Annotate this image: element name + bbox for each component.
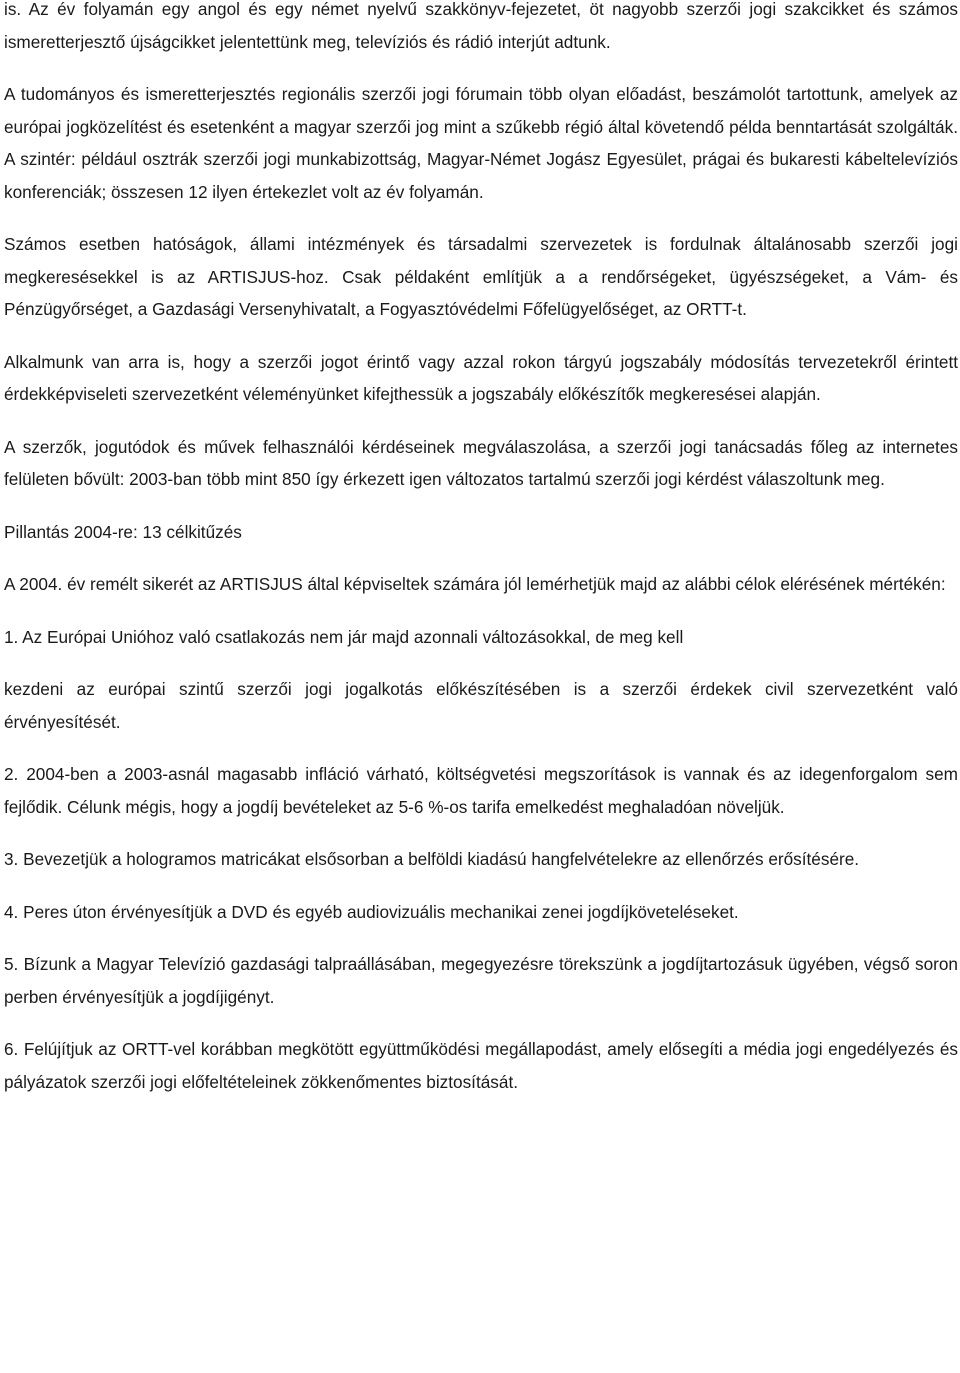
paragraph-legislation: Alkalmunk van arra is, hogy a szerzői jogot érintő vagy azzal rokon tárgyú jogszabály módosítás tervezetekről érintett érdekképviseleti szervezetként véleményünket kifejthessük a jogszabály előkészítők megkeresései alapján. [4, 351, 958, 404]
paragraph-authorities: Számos esetben hatóságok, állami intézmények és társadalmi szervezetek is fordulnak általánosabb szerzői jogi megkeresésekkel is az ARTISJUS-hoz. Csak példaként említjük a a rendőrségeket, ügyészségeket, a Vám- és Pénzügyőrséget, a Gazdasági Versenyhivatalt, a Fogyasztóvédelmi Főfelügyelőséget, az ORTT-t. [4, 234, 958, 319]
goal-3: 3. Bevezetjük a hologramos matricákat elsősorban a belföldi kiadású hangfelvételekre az ellenőrzés erősítésére. [4, 849, 860, 869]
goal-1-continuation: kezdeni az európai szintű szerzői jogi jogalkotás előkészítésében is a szerzői érdekek civil szervezetként való érvényesítését. [4, 679, 958, 732]
paragraph-goals-intro: A 2004. év remélt sikerét az ARTISJUS által képviseltek számára jól lemérhetjük majd az alábbi célok elérésének mértékén: [4, 574, 946, 594]
goal-5: 5. Bízunk a Magyar Televízió gazdasági talpraállásában, megegyezésre törekszünk a jogdíjtartozásuk ügyében, végső soron perben érvényesítjük a jogdíjigényt. [4, 954, 958, 1007]
document-page [4, 0, 958, 1118]
paragraph-publications: is. Az év folyamán egy angol és egy német nyelvű szakkönyv-fejezetet, öt nagyobb szerzői jogi szakcikket és számos ismeretterjesztő újságcikket jelentettünk meg, televíziós és rádió interjút adtunk. [4, 0, 958, 52]
goal-4: 4. Peres úton érvényesítjük a DVD és egyéb audiovizuális mechanikai zenei jogdíjköveteléseket. [4, 901, 739, 922]
paragraph-advisory: A szerzők, jogutódok és művek felhasználói kérdéseinek megválaszolása, a szerzői jogi tanácsadás főleg az internetes felületen bővült: 2003-ban több mint 850 így érkezett igen változatos tartalmú szerzői jogi kérdést válaszoltunk meg. [4, 436, 958, 489]
section-heading-2004: Pillantás 2004-re: 13 célkitűzés [4, 521, 242, 542]
paragraph-regional-forums: A tudományos és ismeretterjesztés regionális szerzői jogi fórumain több olyan előadást, beszámolót tartottunk, amelyek az európai jogközelítést és esetenként a magyar szerzői jog mint a szűkebb régió által követendő példa benntartását szolgálták. A szintér: például osztrák szerzői jogi munkabizottság, Magyar-Német Jogász Egyesület, prágai és bukaresti kábeltelevíziós konferenciák; összesen 12 ilyen értekezlet volt az év folyamán. [4, 84, 958, 202]
goal-2: 2. 2004-ben a 2003-asnál magasabb infláció várható, költségvetési megszorítások is vannak és az idegenforgalom sem fejlődik. Célunk mégis, hogy a jogdíj bevételeket az 5-6 %-os tarifa emelkedést meghaladóan növeljük. [4, 764, 958, 817]
goal-1-line: 1. Az Európai Unióhoz való csatlakozás nem jár majd azonnali változásokkal, de meg kell [4, 626, 684, 647]
goal-6: 6. Felújítjuk az ORTT-vel korábban megkötött együttműködési megállapodást, amely elősegíti a média jogi engedélyezés és pályázatok szerzői jogi előfeltételeinek zökkenőmentes biztosítását. [4, 1039, 958, 1092]
